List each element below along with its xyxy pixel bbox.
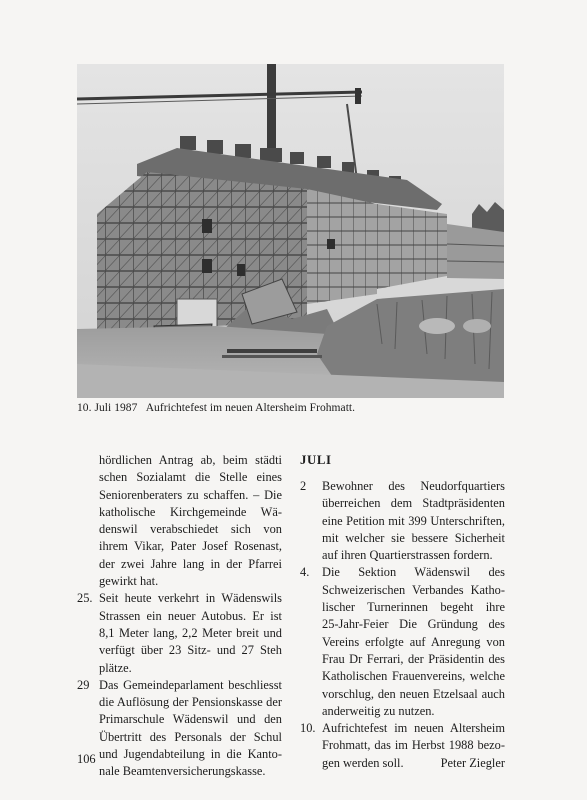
right-column	[300, 452, 505, 772]
left-column	[77, 452, 282, 781]
text-line: Frau Dr Ferrari, der Präsidentin des	[322, 651, 505, 666]
text-line: Vereins erfolgte auf Anregung von	[322, 634, 505, 649]
text-line: Bewohner des Neudorfquartiers	[322, 479, 505, 493]
caption-text: Aufrichtefest im neuen Altersheim Frohmatt.	[145, 402, 356, 414]
text-line: Das Gemeindeparlament beschliesst	[99, 677, 282, 692]
text-line: eine Petition mit 399 Unterschriften,	[322, 513, 505, 528]
chronicle-entry	[77, 590, 282, 676]
text-line: lischer Turnerinnen begeht ihre	[322, 600, 505, 615]
text-line: nale Beamtenversicherungskasse.	[99, 764, 266, 779]
text-line: Aufrichtefest im neuen Altersheim	[322, 721, 505, 736]
page-number: 106	[77, 752, 96, 766]
text-line: gewirkt hat.	[99, 574, 159, 589]
entry-day: 2	[300, 479, 307, 493]
caption-date: 10. Juli 1987	[77, 402, 138, 414]
text-line: gen werden soll.	[322, 755, 404, 770]
text-line: überreichen dem Stadtpräsidenten	[322, 496, 505, 511]
text-line: Primarschule Wädenswil und den	[99, 712, 282, 727]
text-line: Die Sektion Wädenswil des	[322, 565, 505, 580]
entry-day: 25.	[77, 591, 93, 606]
month-heading: JULI	[300, 453, 332, 467]
text-line: denswil verabschiedet sich von	[99, 522, 282, 537]
text-line: Katholischen Frauenvereins, welche	[322, 669, 505, 684]
author-signature: Peter Ziegler	[440, 755, 505, 770]
construction-photo-icon	[77, 64, 504, 398]
text-line: 25-Jahr-Feier Die Gründung des	[322, 617, 505, 632]
text-line: plätze.	[99, 660, 132, 675]
text-line: die Auflösung der Pensionskasse der	[99, 695, 282, 710]
photo-caption	[77, 402, 355, 414]
text-line: Frohmatt, das im Herbst 1988 bezo-	[322, 738, 505, 753]
text-line: katholische Kirchgemeinde Wä-	[99, 504, 282, 519]
text-line: 8,1 Meter lang, 2,2 Meter breit und	[99, 625, 282, 640]
text-line: Seit heute verkehrt in Wädenswils	[99, 591, 282, 606]
text-line: anderweitig zu nutzen.	[322, 703, 435, 718]
chronicle-entry	[300, 720, 505, 772]
text-line: Seniorenberaters zu schaffen. – Die	[99, 487, 282, 502]
text-line: hördlichen Antrag ab, beim städti	[99, 453, 282, 467]
text-line: Strassen ein neuer Autobus. Er ist	[99, 608, 282, 623]
last-line-with-signature	[322, 755, 505, 772]
text-line: der zwei Jahre lang in der Pfarrei	[99, 556, 282, 571]
chronicle-entry	[300, 564, 505, 720]
entry-day: 4.	[300, 565, 310, 580]
entry-day: 10.	[300, 721, 316, 736]
continuation-paragraph	[77, 452, 282, 590]
entry-day: 29	[77, 677, 90, 692]
text-line: verfügt über 23 Sitz- und 27 Steh	[99, 643, 282, 658]
text-line: und Jugendabteilung in die Kanto-	[99, 747, 282, 762]
text-line: vorschlug, den neuen Etzelsaal auch	[322, 686, 505, 701]
construction-site-photo	[77, 64, 504, 398]
text-line: Schweizerischen Verbandes Katho-	[322, 582, 505, 597]
text-line: auf ihren Quartierstrassen fordern.	[322, 548, 493, 563]
text-line: schen Sozialamt die Stelle eines	[99, 470, 282, 485]
text-line: mit welcher sie bessere Sicherheit	[322, 530, 505, 545]
text-line: ihrem Vikar, Pater Josef Rosenast,	[99, 539, 282, 554]
chronicle-entry	[77, 677, 282, 781]
chronicle-entry	[300, 478, 505, 564]
text-line: Übertritt des Personals der Schul	[99, 729, 282, 744]
